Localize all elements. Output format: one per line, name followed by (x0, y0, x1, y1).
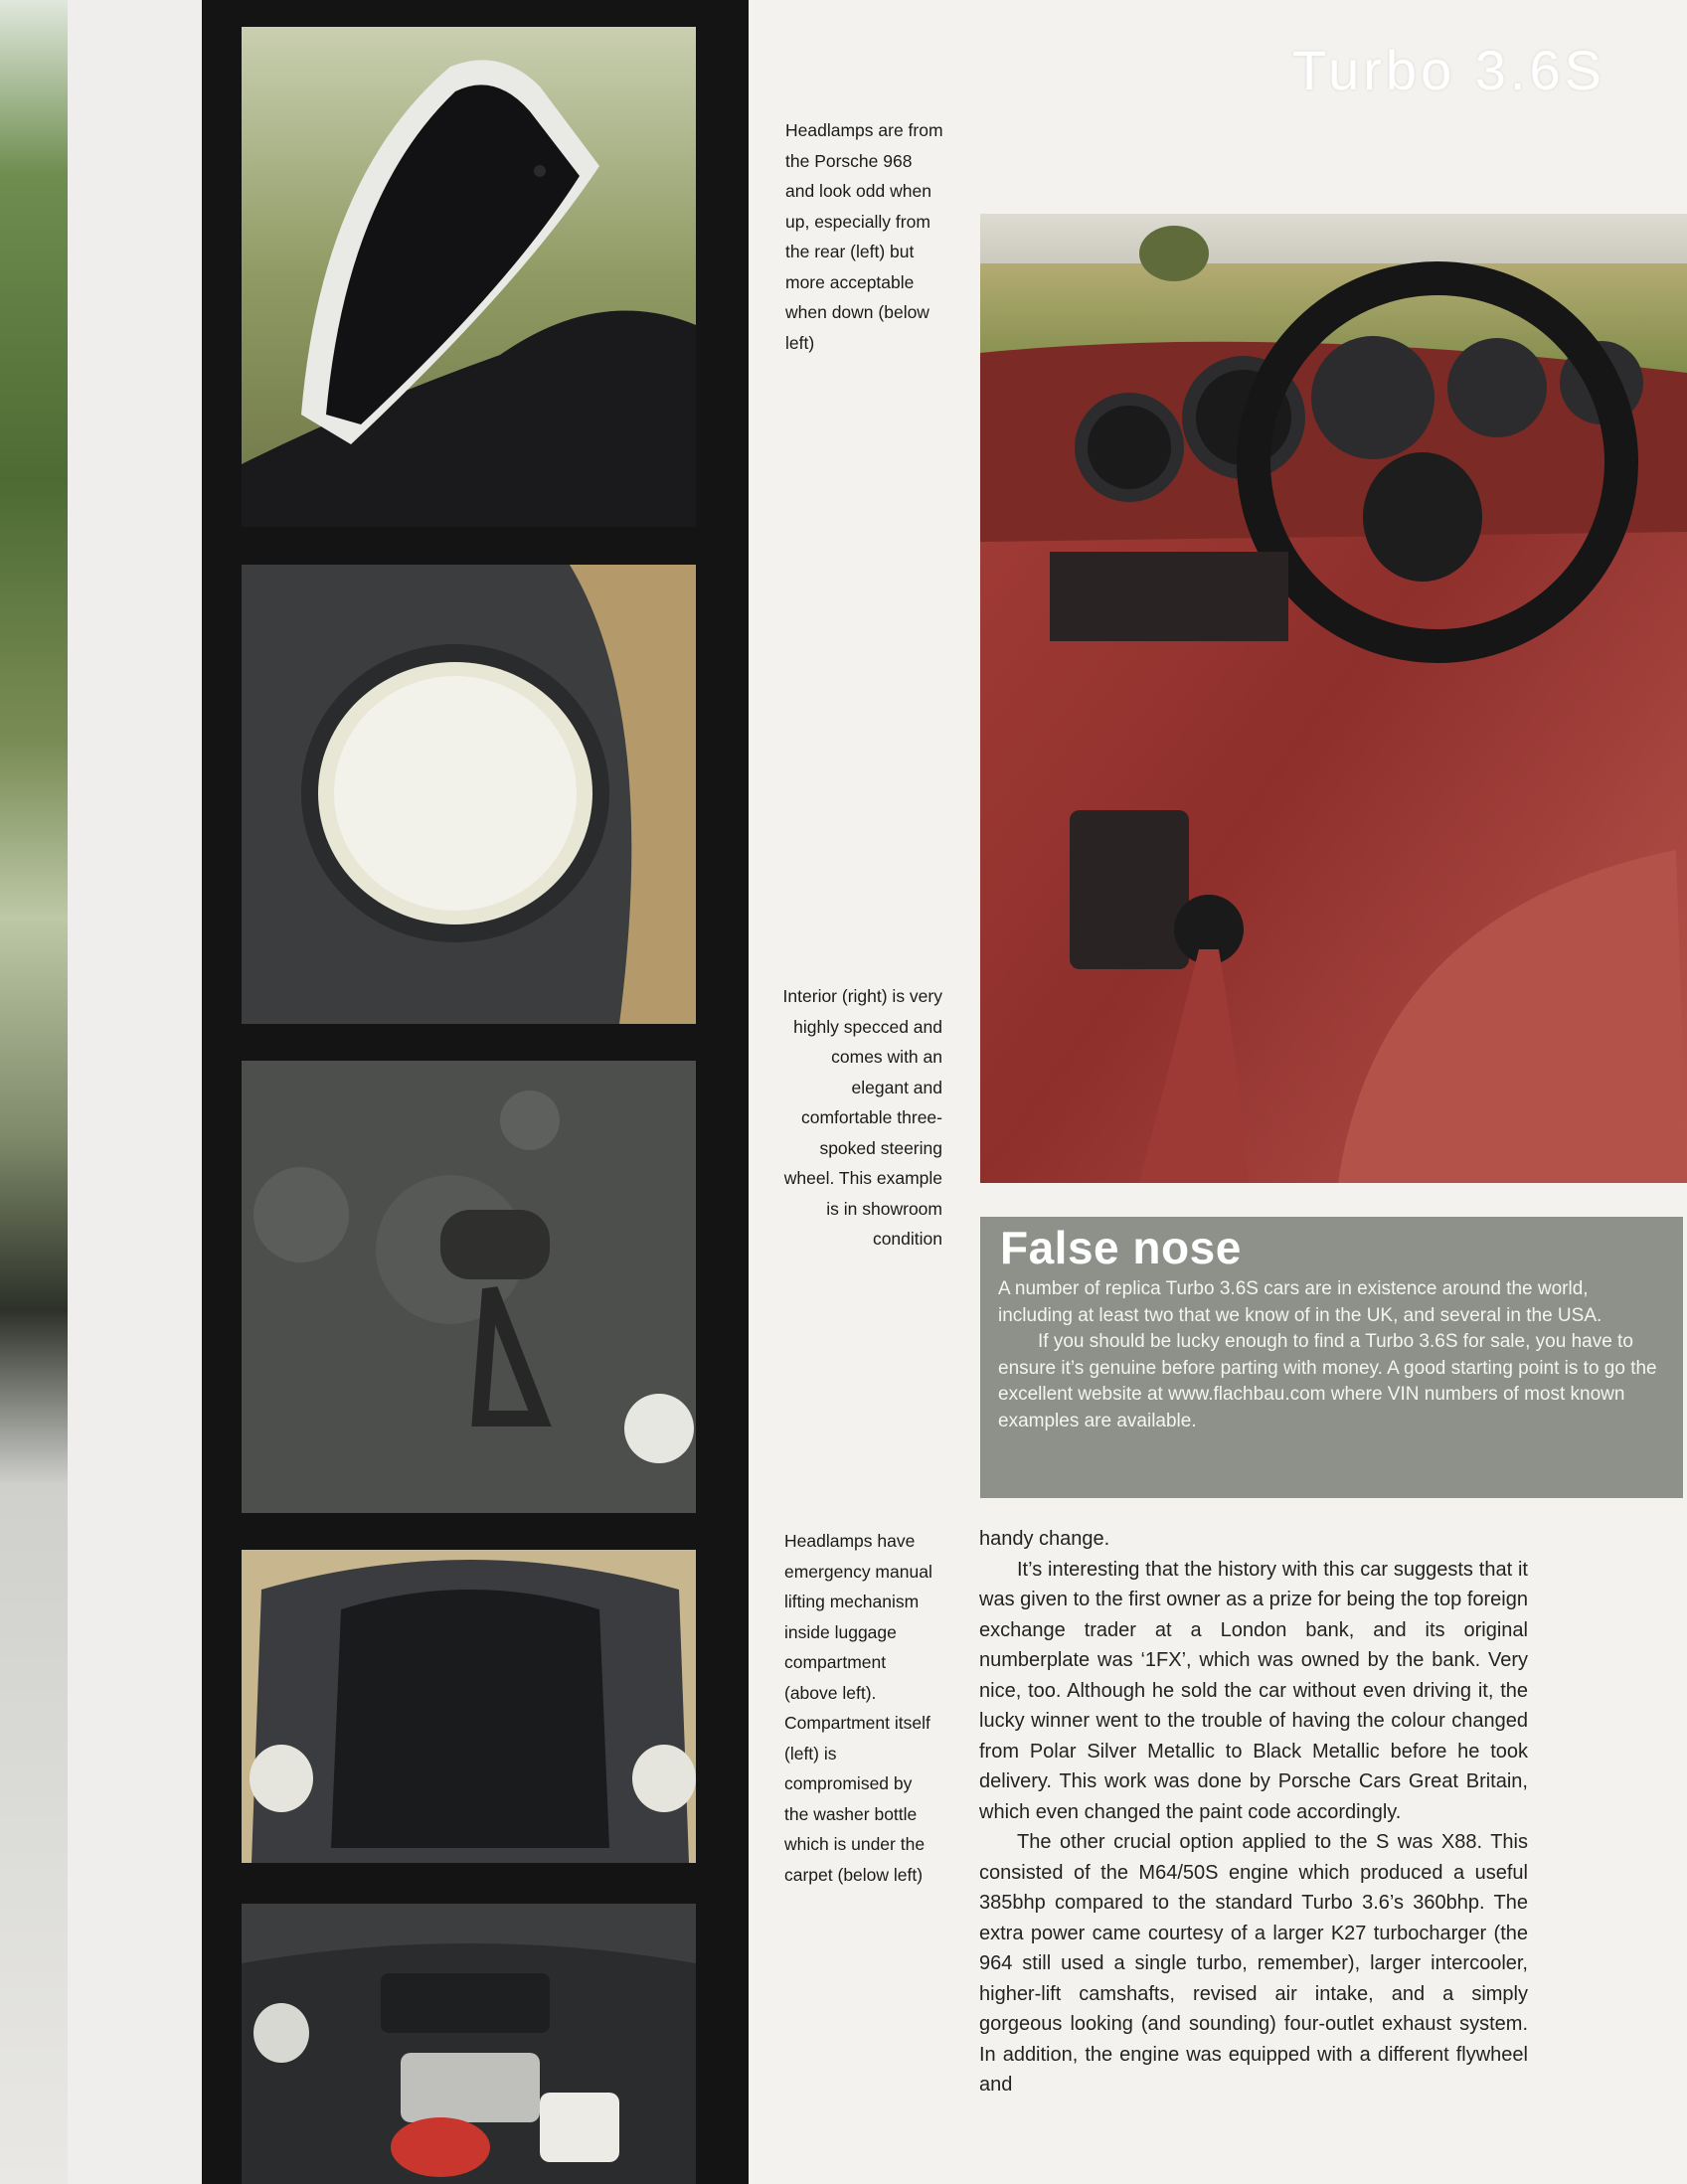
photo-luggage-compartment (242, 1550, 696, 1863)
sidebar-body (998, 1276, 1664, 1434)
running-title: Turbo 3.6S (1292, 39, 1605, 101)
sidebar-false-nose (980, 1217, 1683, 1498)
left-page-photo-edge (0, 0, 68, 2184)
article-paragraph: The other crucial option applied to the S was X88. This consisted of the M64/50S engine which produced a useful 385bhp compared to the standard Turbo 3.6’s 360bhp. The extra power came courtesy of a larger K27 turbocharger (the 964 still used a single turbo, remember), larger intercooler, higher-lift camshafts, revised air intake, and a simply gorgeous looking (and sounding) four-outlet exhaust system. In addition, the engine was equipped with a different flywheel and (979, 1831, 1528, 2096)
photo-washer-bottle (242, 1904, 696, 2184)
sidebar-paragraph: A number of replica Turbo 3.6S cars are in existence around the world, including at least two that we know of in the UK, and several in the USA. (998, 1278, 1603, 1326)
photo-headlamp-raised (242, 27, 696, 527)
photo-interior (980, 214, 1687, 1183)
photo-headlamp-lowered (242, 565, 696, 1024)
article-paragraph: It’s interesting that the history with this car suggests that it was given to the first owner as a prize for being the top foreign exchange trader at a London bank, and its original numberplate was ‘1FX’, which was owned by the bank. Very nice, too. Although he sold the car without even driving it, the lucky winner went to the trouble of having the colour changed from Polar Silver Metallic to Black Metallic before he took delivery. This work was done by Porsche Cars Great Britain, which even changed the paint code accordingly. (979, 1558, 1528, 1823)
caption-lifting-mechanism: Headlamps have emergency manual lifting mechanism inside luggage compartment (above left). Compartment itself (left) is compromised by the washer bottle which is under the carpet (below left) (784, 1531, 932, 1885)
article-paragraph: handy change. (979, 1528, 1110, 1550)
photo-lifting-mechanism (242, 1061, 696, 1513)
page-gutter (68, 0, 202, 2184)
caption-headlamps: Headlamps are from the Porsche 968 and look odd when up, especially from the rear (left) but more acceptable when down (below left) (785, 120, 943, 353)
sidebar-paragraph: If you should be lucky enough to find a Turbo 3.6S for sale, you have to ensure it’s genuine before parting with money. A good starting point is to go the excellent website at www.flachbau.com where VIN numbers of most known examples are available. (998, 1331, 1657, 1431)
caption-interior: Interior (right) is very highly specced and comes with an elegant and comfortable three-spoked steering wheel. This example is in showroom condition (782, 986, 942, 1249)
article-body (979, 1524, 1528, 2100)
sidebar-title: False nose (1000, 1222, 1242, 1273)
